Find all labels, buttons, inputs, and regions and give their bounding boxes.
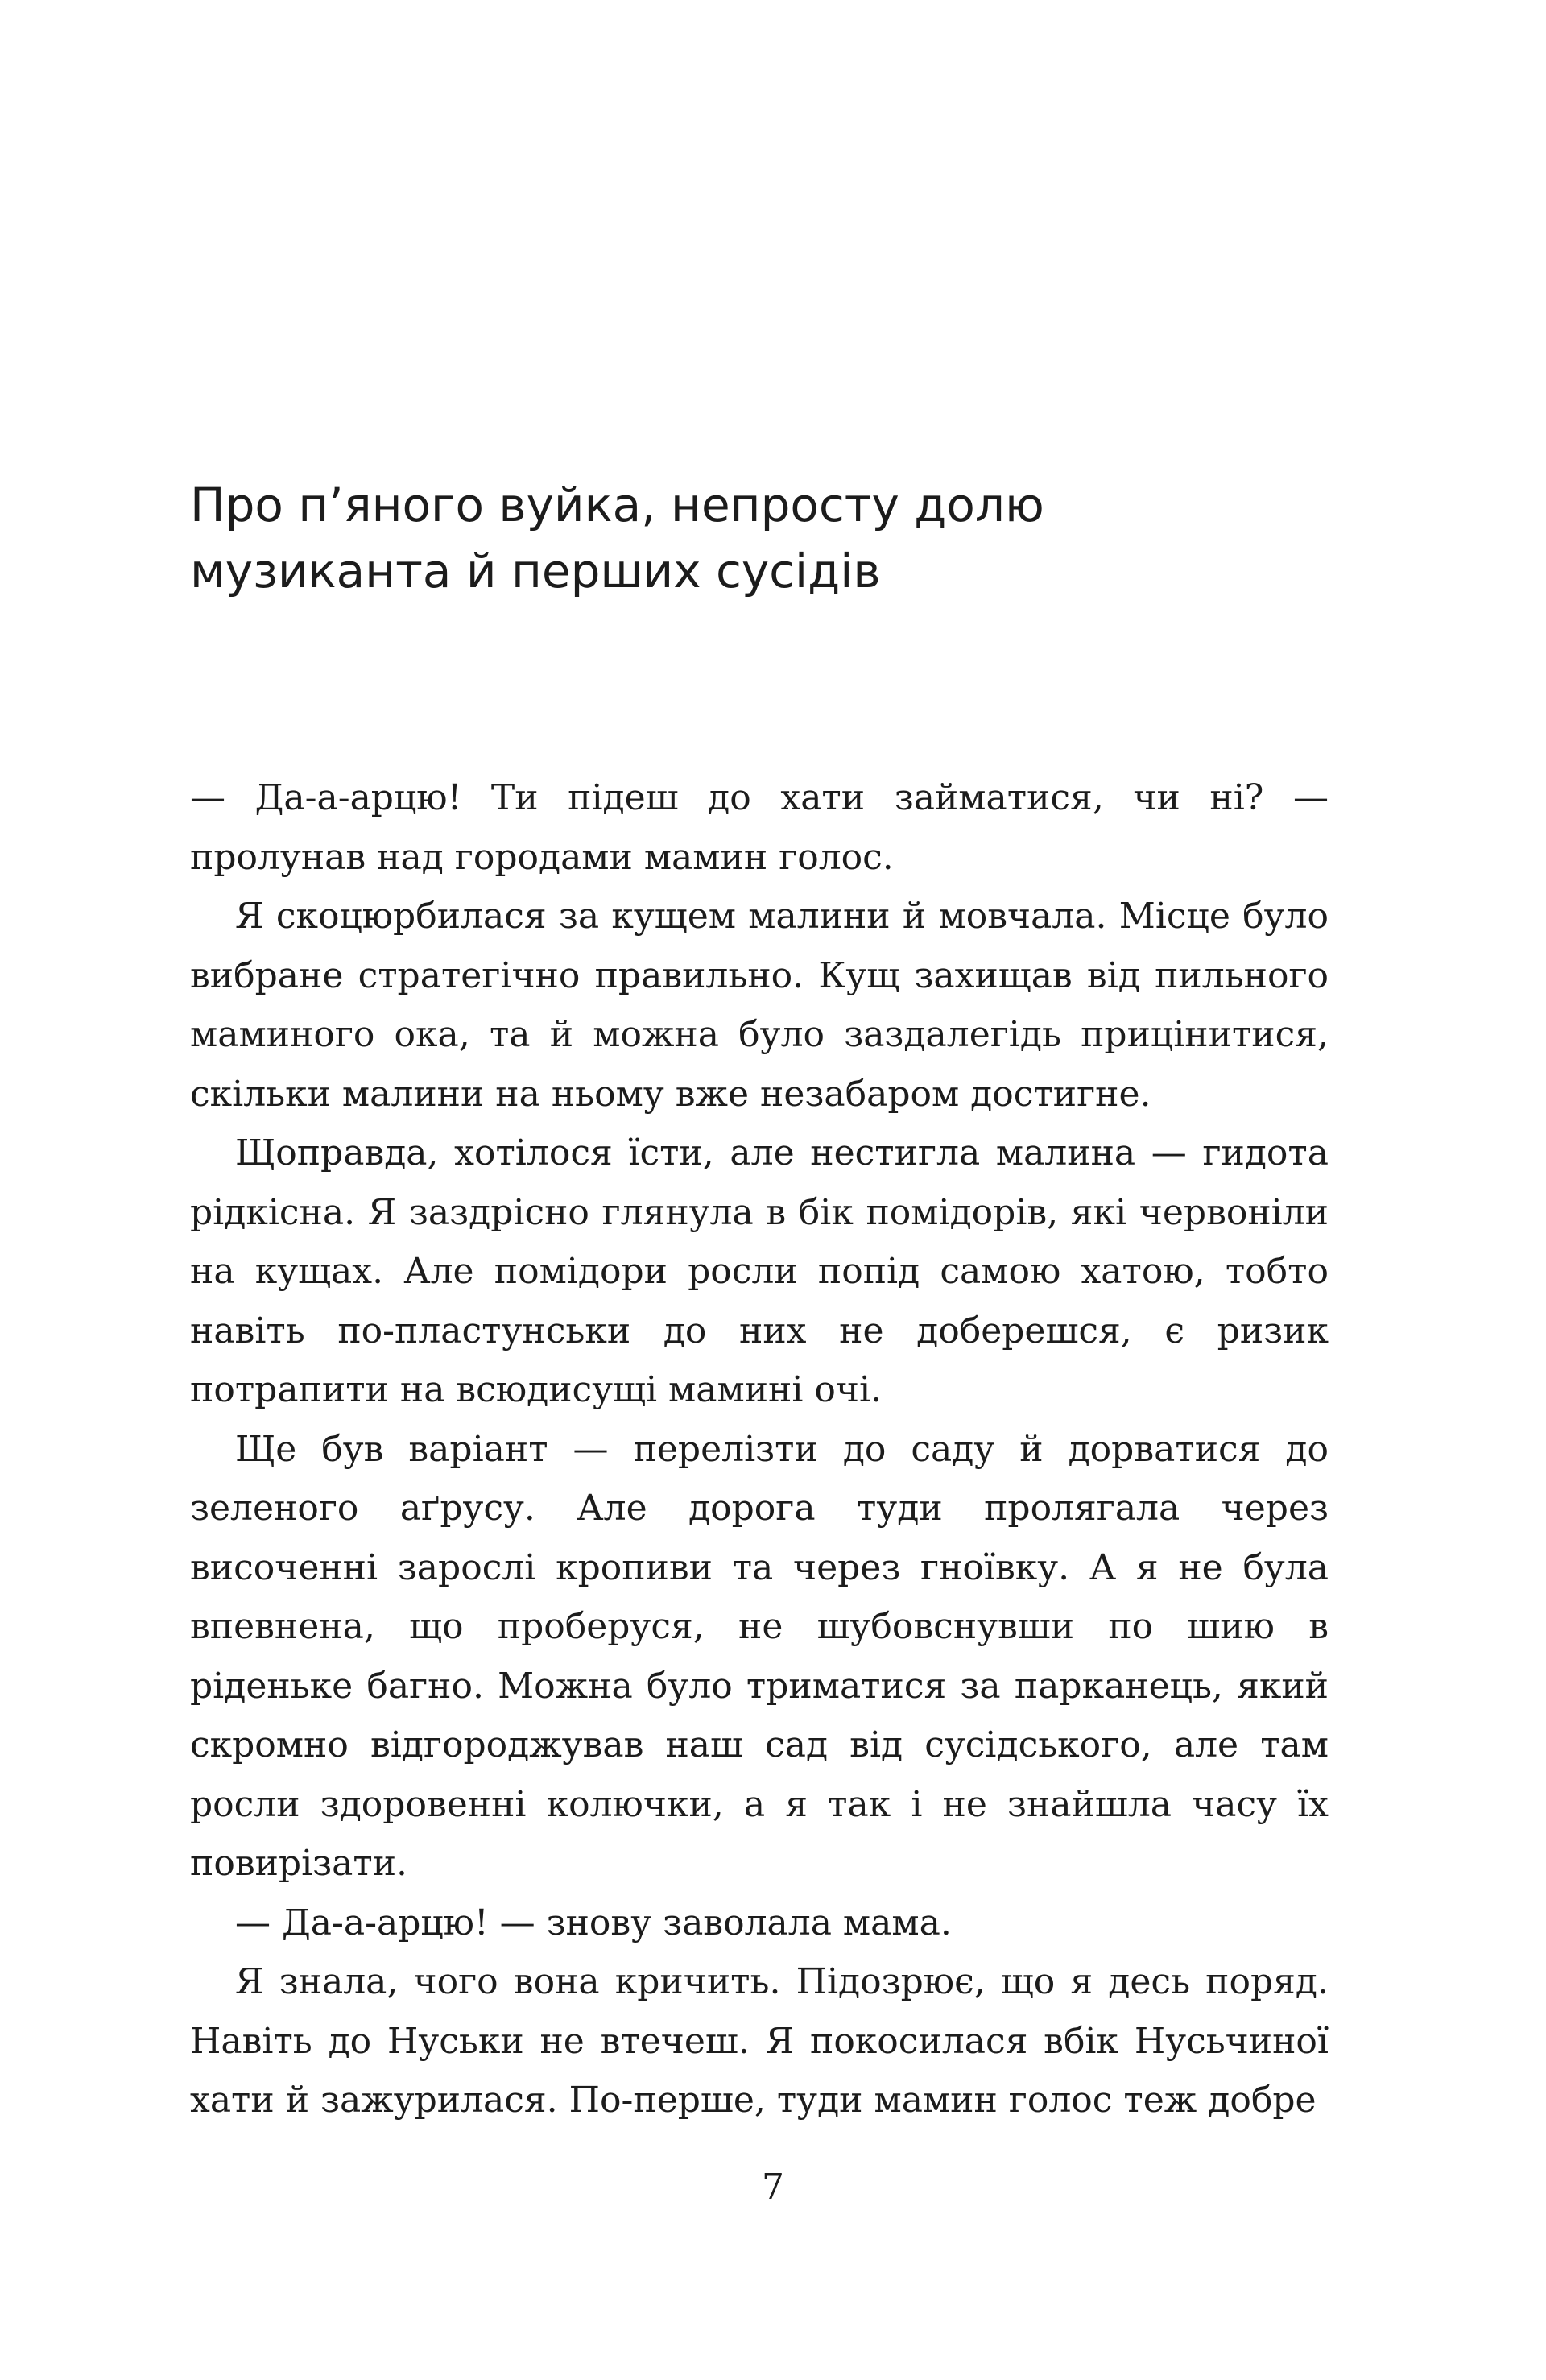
- chapter-title-line-2: музиканта й перших сусідів: [190, 544, 881, 598]
- page-number: 7: [762, 2167, 784, 2208]
- paragraph: Ще був варіант — перелізти до саду й дорватися до зеленого аґрусу. Але дорога туди пролягала через височенні зарослі кропиви та через гноївку. А я не була впевнена, що проберуся, не шубовснувши по шию в ріденьке багно. Можна було триматися за парканець, який скромно відгороджував наш сад від сусідського, але там росли здоровенні колючки, а я так і не знайшла часу їх повирізати.: [190, 1428, 1329, 1884]
- paragraph: Я знала, чого вона кричить. Підозрює, що я десь поряд. Навіть до Нуськи не втечеш. Я покосилася вбік Нусьчиної хати й зажурилася. По-перше, туди мамин голос теж добре: [190, 1961, 1329, 2121]
- chapter-title: [190, 472, 1366, 604]
- chapter-title-line-1: Про п’яного вуйка, непросту долю: [190, 478, 1044, 532]
- paragraph: Щоправда, хотілося їсти, але нестигла малина — гидота рідкісна. Я заздрісно глянула в бік помідорів, які червоніли на кущах. Але помідори росли попід самою хатою, тобто навіть по-пластунськи до них не доберешся, є ризик потрапити на всюдисущі мамині очі.: [190, 1132, 1329, 1410]
- paragraph: — Да-а-арцю! — знову заволала мама.: [235, 1902, 952, 1943]
- paragraph: Я скоцюрбилася за кущем малини й мовчала. Місце було вибране стратегічно правильно. Кущ захищав від пильного маминого ока, та й можна було заздалегідь прицінитися, скільки малини на ньому вже незабаром достигне.: [190, 896, 1329, 1115]
- body-text: [190, 768, 1329, 2130]
- paragraph: — Да-а-арцю! Ти підеш до хати займатися, чи ні? — пролунав над городами мамин голос.: [190, 777, 1329, 878]
